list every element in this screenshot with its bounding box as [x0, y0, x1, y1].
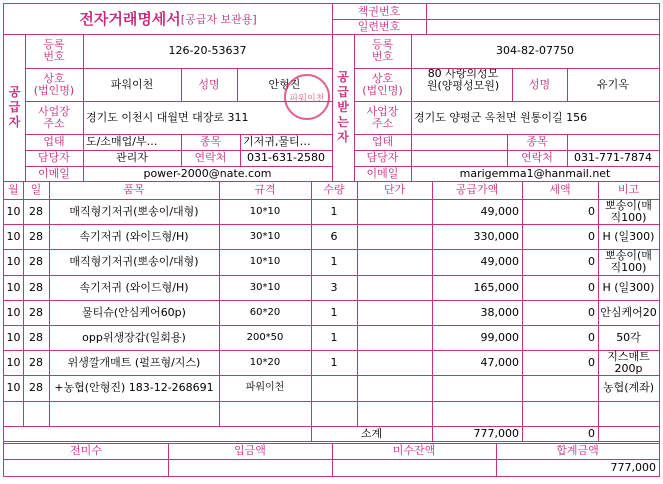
supplier-business-type: 도/소매업/부… [86, 135, 158, 148]
grid-line [411, 34, 412, 181]
row-day: 28 [29, 305, 43, 319]
row-month: 10 [6, 229, 21, 243]
grid-line [237, 68, 238, 101]
grid-line [426, 3, 427, 34]
grid-line [3, 441, 660, 442]
row-spec [219, 401, 311, 426]
grid-line [181, 134, 182, 166]
supplier-type-label: 업태 [43, 135, 65, 148]
col-price: 단가 [383, 183, 406, 196]
receiver-company-label: 상호 (법인명) [362, 71, 403, 97]
row-day: 28 [29, 355, 43, 369]
paid-label: 입금액 [234, 444, 266, 457]
row-tax: 0 [588, 355, 595, 369]
row-amount: 49,000 [480, 204, 519, 218]
grid-line [354, 68, 659, 69]
row-price [357, 375, 432, 401]
row-amount: 47,000 [480, 355, 519, 369]
receiver-email-label: 이메일 [366, 166, 399, 180]
grid-line [496, 443, 497, 476]
grid-line [168, 443, 169, 476]
row-item: 속기저귀 (와이드형/H) [79, 280, 189, 294]
row-day: 28 [29, 255, 43, 268]
row-tax: 0 [588, 255, 595, 268]
supplier-company-label: 상호 (법인명) [33, 71, 75, 97]
grid-line [181, 68, 182, 101]
row-tax: 0 [588, 204, 595, 218]
row-qty [311, 401, 357, 426]
receiver-side-label: 공 급 받 는 자 [337, 70, 349, 144]
row-qty: 3 [330, 280, 338, 294]
supplier-manager: 관리자 [116, 151, 148, 164]
row-item: 속기저귀 (와이드형/H) [79, 229, 189, 243]
grid-line [332, 19, 659, 20]
row-amount [432, 401, 522, 426]
row-spec: 200*50 [246, 331, 284, 343]
row-note: 뽀송이(매 직100) [605, 199, 652, 224]
row-tax: 0 [588, 305, 595, 319]
row-item: 물티슈(안심케어60p) [82, 305, 186, 319]
receiver-name: 유기옥 [597, 77, 629, 91]
grid-line [567, 68, 568, 101]
grid-line [354, 101, 659, 102]
row-note: H (일300) [602, 280, 655, 294]
row-month: 10 [6, 381, 21, 394]
supplier-phone: 031-631-2580 [247, 151, 325, 164]
row-day: 28 [29, 229, 43, 243]
row-qty: 1 [330, 355, 338, 369]
row-item: opp위생장갑(일회용) [82, 330, 186, 344]
grid-line [25, 68, 332, 69]
grid-line [25, 101, 332, 102]
seal-stamp: 파워이천 [284, 74, 330, 120]
row-qty: 1 [330, 330, 338, 344]
row-price [357, 401, 432, 426]
serial-no-label: 일련번호 [357, 19, 401, 33]
grid-line [332, 3, 333, 181]
row-month: 10 [6, 280, 21, 294]
row-tax [522, 375, 598, 401]
row-day: 28 [29, 204, 43, 218]
total-value: 777,000 [610, 460, 656, 474]
paid-value [168, 459, 332, 476]
book-no-label: 책권번호 [357, 4, 401, 18]
row-month: 10 [6, 355, 21, 369]
supplier-item-label: 종목 [199, 135, 222, 148]
row-note: 지스매트 200p [607, 350, 650, 375]
row-price [357, 199, 432, 224]
unpaid-label: 미수잔액 [392, 444, 436, 457]
title-sub: [공급자 보관용] [180, 12, 257, 26]
row-tax: 0 [588, 280, 595, 294]
receiver-manager [411, 150, 507, 166]
unpaid-value [332, 459, 496, 476]
row-day: 28 [29, 381, 43, 394]
col-note: 비고 [617, 183, 640, 196]
subtotal-amount: 777,000 [473, 426, 519, 440]
row-spec: 파워이천 [245, 382, 285, 393]
row-item [49, 401, 219, 426]
row-spec: 30*10 [249, 281, 281, 293]
serial-no-value [426, 19, 659, 34]
receiver-address-label: 사업장 주소 [366, 104, 399, 130]
row-tax: 0 [588, 330, 595, 344]
row-amount: 165,000 [473, 280, 519, 294]
subtotal-tax: 0 [588, 426, 595, 440]
supplier-email-label: 이메일 [38, 166, 70, 180]
receiver-business-item [567, 134, 659, 150]
receiver-phone-label: 연락처 [521, 151, 553, 164]
row-tax [522, 401, 598, 426]
receiver-reg-label: 등록 번호 [371, 38, 394, 63]
row-note [598, 401, 659, 426]
row-amount [432, 375, 522, 401]
row-spec: 10*10 [249, 256, 281, 267]
title-main: 전자거래명세서 [79, 10, 181, 28]
row-item: +농협(안형진) 183-12-268691 [54, 381, 214, 394]
page-title [4, 4, 332, 33]
book-no-value [426, 4, 659, 19]
border-line [3, 476, 660, 477]
row-day [23, 401, 49, 426]
row-spec: 10*20 [249, 356, 281, 368]
supplier-address-label: 사업장 주소 [38, 104, 70, 130]
receiver-type-label: 업태 [371, 135, 394, 148]
row-note: 안심케어20 [600, 305, 657, 319]
grid-line [354, 166, 659, 167]
subtotal-label: 소계 [360, 426, 383, 440]
grid-line [3, 426, 660, 427]
receiver-address: 경기도 양평군 옥천면 원통이길 156 [414, 110, 588, 124]
receiver-email: marigemma1@hanmail.net [459, 166, 611, 180]
supplier-company: 파워이천 [110, 77, 154, 91]
row-note: 뽀송이(매 직100) [605, 249, 652, 274]
row-price [357, 350, 432, 375]
supplier-address: 경기도 이천시 대월면 대장로 311 [86, 110, 249, 124]
grid-line [240, 134, 241, 166]
receiver-business-type [411, 134, 507, 150]
receiver-company: 80 사랑의성모 원(양평성모원) [426, 68, 500, 92]
row-month: 10 [6, 204, 21, 218]
row-price [357, 325, 432, 350]
supplier-reg-no: 126-20-53637 [168, 44, 247, 57]
col-item: 품목 [123, 183, 145, 196]
supplier-side-label: 공 급 자 [8, 85, 21, 129]
col-day: 일 [30, 183, 42, 196]
row-amount: 49,000 [480, 255, 519, 268]
grid-line [25, 34, 26, 181]
supplier-reg-label: 등록 번호 [43, 38, 65, 63]
row-qty: 6 [330, 229, 338, 243]
supplier-business-item: 기저귀,물티… [243, 135, 311, 148]
receiver-name-label: 성명 [528, 77, 551, 91]
total-label: 합계금액 [556, 444, 599, 457]
row-spec: 30*10 [249, 230, 281, 242]
grid-line [25, 150, 332, 151]
receiver-phone: 031-771-7874 [574, 151, 652, 164]
row-qty: 1 [330, 305, 338, 319]
supplier-phone-label: 연락처 [194, 151, 227, 164]
row-day: 28 [29, 280, 43, 294]
row-month: 10 [6, 330, 21, 344]
col-tax: 세액 [549, 183, 571, 196]
row-month: 10 [6, 305, 21, 319]
border-line [659, 3, 660, 477]
col-month: 월 [8, 183, 19, 196]
col-spec: 규격 [254, 183, 276, 196]
row-amount: 330,000 [473, 229, 519, 243]
col-amount: 공급가액 [455, 183, 499, 196]
row-month [4, 401, 23, 426]
row-amount: 38,000 [480, 305, 519, 319]
grid-line [83, 34, 84, 181]
row-note: H (일300) [602, 229, 655, 243]
prev-balance-value [4, 459, 168, 476]
grid-line [354, 34, 355, 181]
row-day: 28 [29, 330, 43, 344]
supplier-manager-label: 담당자 [38, 151, 70, 164]
row-item: 매직형기저귀(뽀송이/대형) [69, 255, 199, 268]
row-note: 50각 [616, 330, 641, 344]
grid-line [3, 181, 660, 182]
row-qty [311, 375, 357, 401]
col-qty: 수량 [323, 183, 345, 196]
row-item: 매직형기저귀(뽀송이/대형) [69, 204, 199, 218]
row-price [357, 300, 432, 325]
row-qty: 1 [330, 255, 338, 268]
row-spec: 60*20 [249, 306, 281, 318]
row-item: 위생깔개매트 (펄프형/지스) [67, 355, 201, 369]
row-tax: 0 [588, 229, 595, 243]
prev-balance-label: 전미수 [70, 444, 102, 457]
row-amount: 99,000 [480, 330, 519, 344]
receiver-item-label: 종목 [526, 135, 548, 148]
supplier-name: 안형진 [268, 77, 301, 91]
grid-line [507, 134, 508, 166]
grid-line [567, 134, 568, 166]
grid-line [332, 443, 333, 476]
row-spec: 10*10 [249, 205, 281, 217]
supplier-name-label: 성명 [198, 77, 220, 91]
grid-line [25, 166, 332, 167]
receiver-manager-label: 담당자 [366, 151, 399, 164]
grid-line [512, 68, 513, 101]
row-price [357, 249, 432, 275]
row-qty: 1 [330, 204, 338, 218]
row-price [357, 275, 432, 300]
row-note: 농협(계좌) [602, 381, 655, 394]
grid-line [25, 134, 332, 135]
supplier-email: power-2000@nate.com [143, 166, 272, 180]
row-price [357, 224, 432, 249]
row-month: 10 [6, 255, 21, 268]
receiver-reg-no: 304-82-07750 [496, 44, 574, 57]
